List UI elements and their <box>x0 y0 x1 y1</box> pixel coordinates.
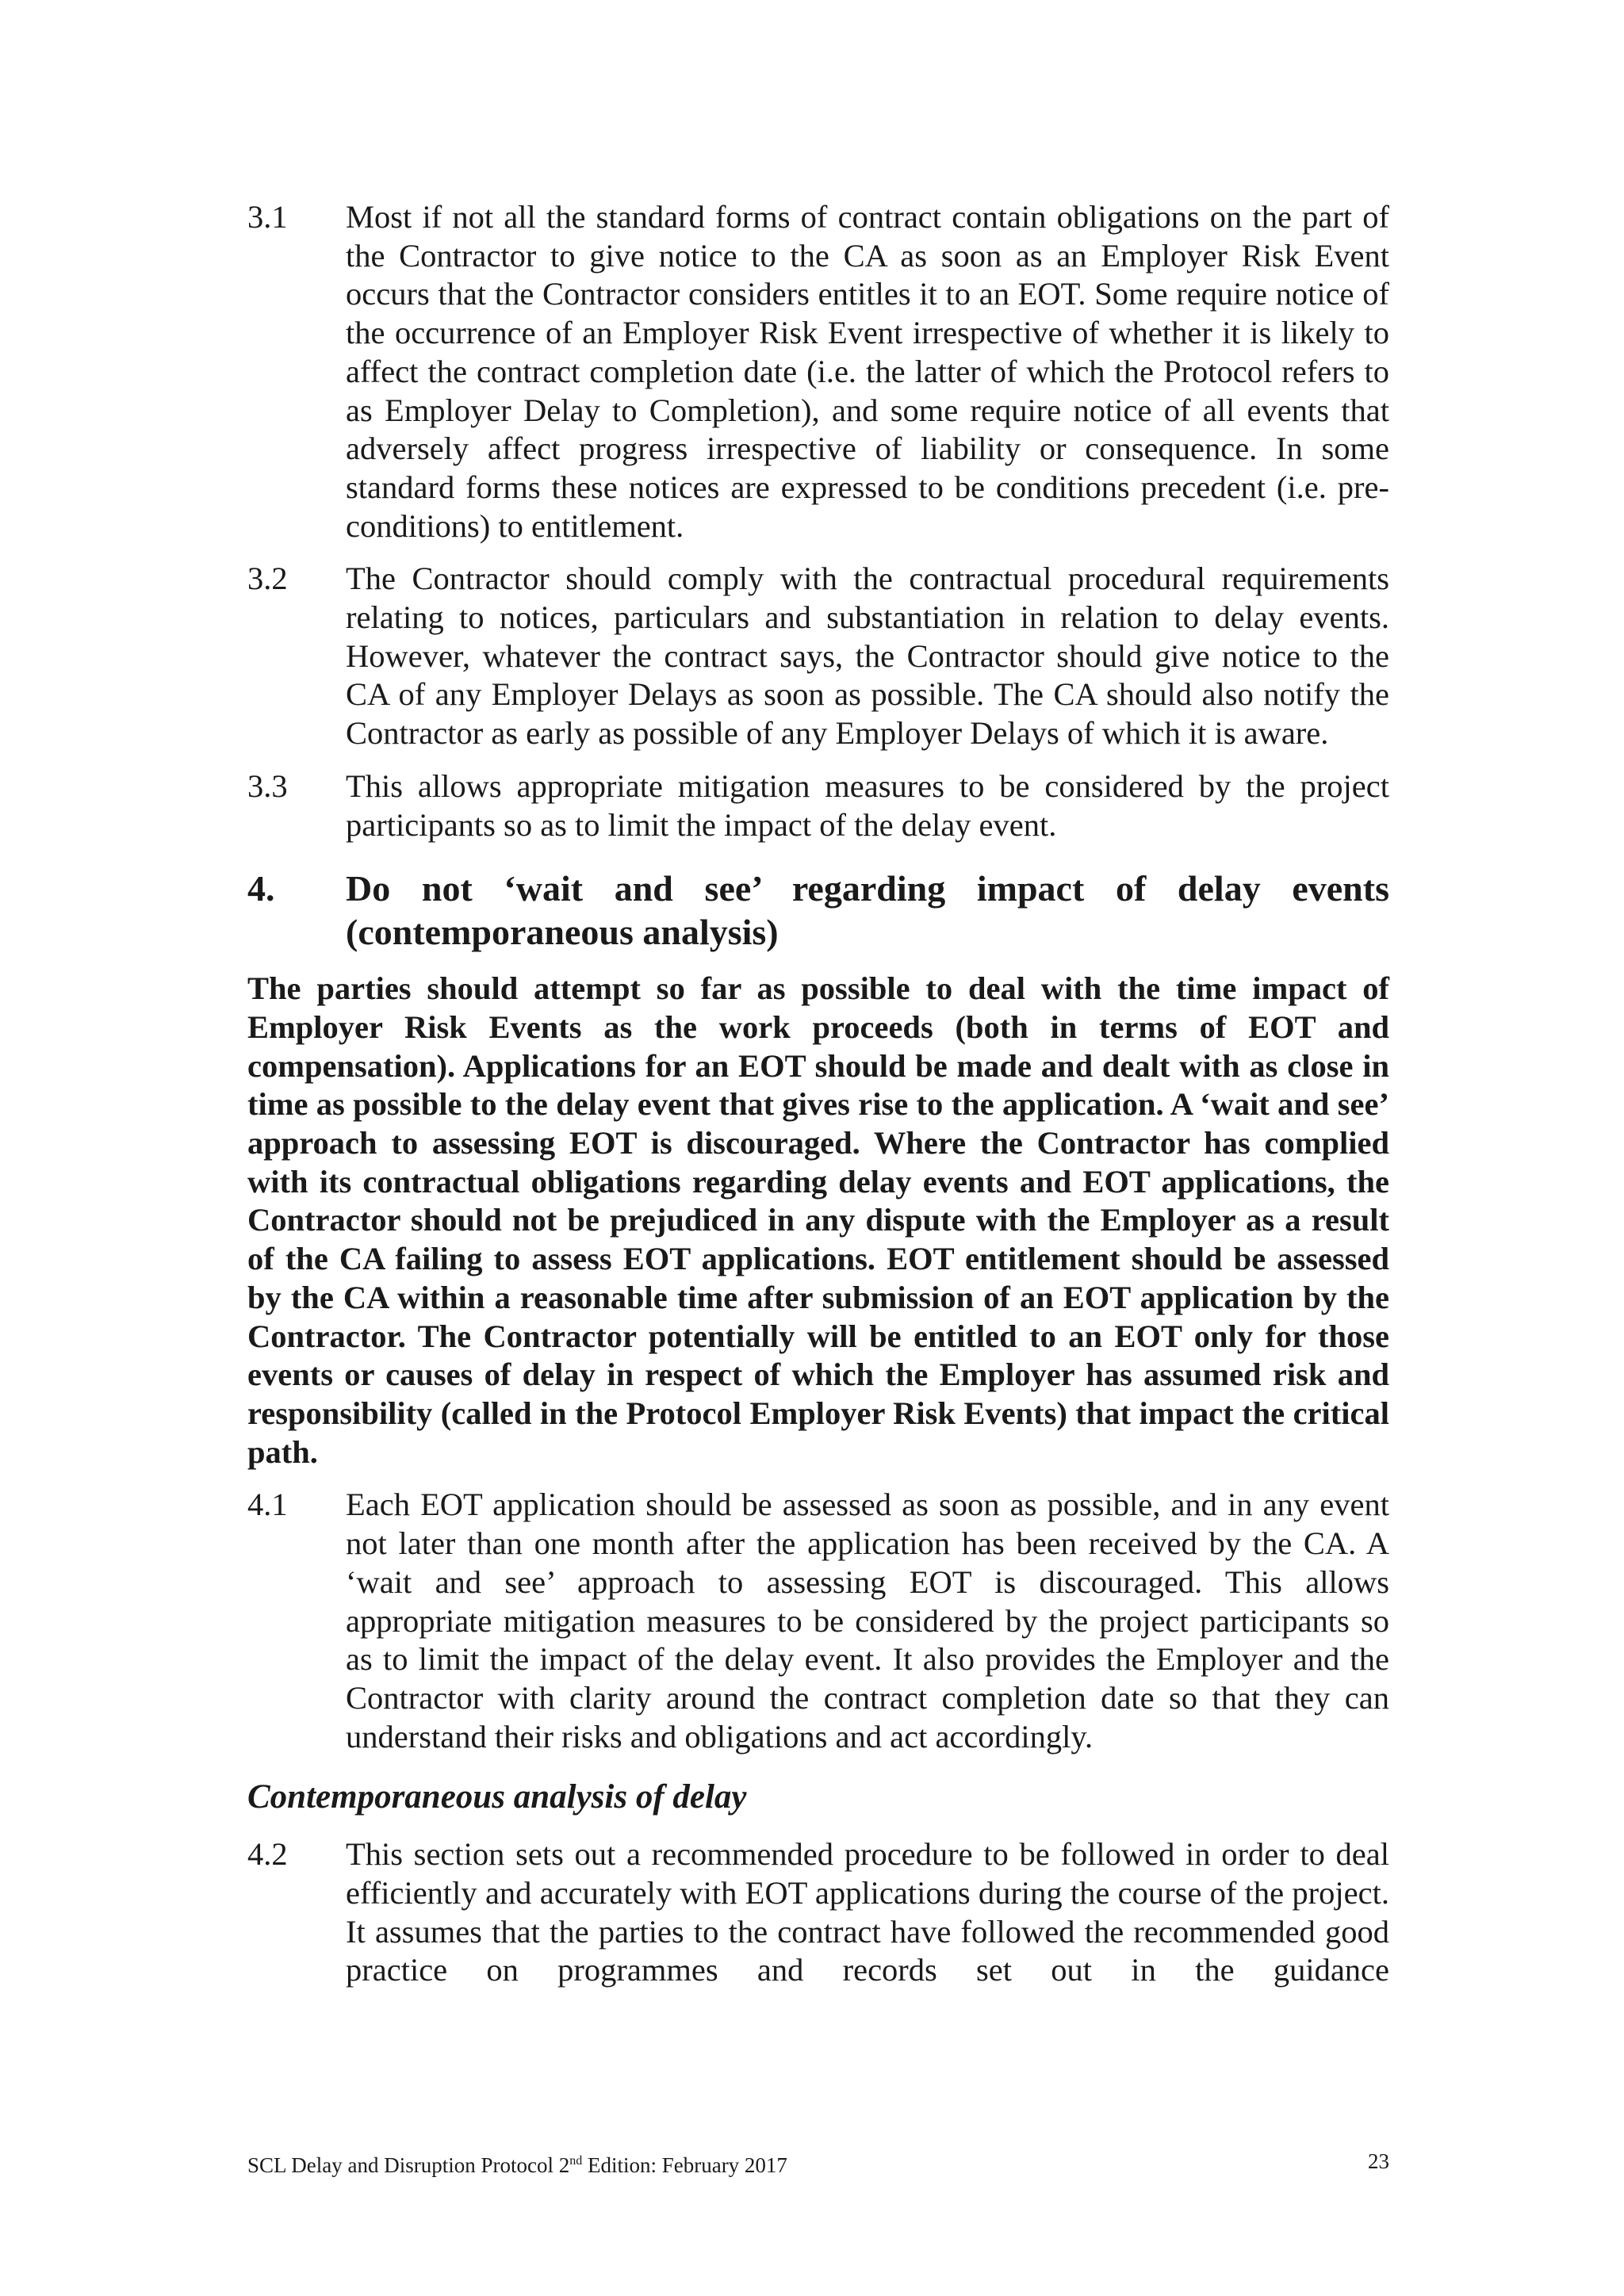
paragraph-text: Most if not all the standard forms of contract contain obligations on the part of the Contractor to give notice to the CA as soon as an Employer Risk Event occurs that the Contractor considers entitles it to an EOT. Some require notice of the occurrence of an Employer Risk Event irrespective of whether it is likely to affect the contract completion date (i.e. the latter of which the Protocol refers to as Employer Delay to Completion), and some require notice of all events that adversely affect progress irrespective of liability or consequence. In some standard forms these notices are expressed to be conditions precedent (i.e. pre-conditions) to entitlement. <box>346 199 1389 544</box>
paragraph-3-3 <box>247 767 1389 844</box>
subheading: Contemporaneous analysis of delay <box>247 1778 747 1816</box>
paragraph-number: 4.1 <box>247 1487 288 1523</box>
footer-title-pre: SCL Delay and Disruption Protocol 2 <box>247 2153 570 2177</box>
footer-title <box>247 2149 787 2178</box>
paragraph-number: 3.1 <box>247 199 288 235</box>
paragraph-text: The Contractor should comply with the contractual procedural requirements relating to notices, particulars and substantiation in relation to delay events. However, whatever the contract says, the Contractor should give notice to the CA of any Employer Delays as soon as possible. The CA should also notify the Contractor as early as possible of any Employer Delays of which it is aware. <box>346 561 1389 752</box>
paragraph-number: 3.2 <box>247 561 288 597</box>
paragraph-3-2 <box>247 560 1389 753</box>
page-number: 23 <box>1368 2149 1389 2173</box>
paragraph-text: This section sets out a recommended procedure to be followed in order to deal efficiently and accurately with EOT applications during the course of the project. It assumes that the parties to the contract have followed the recommended good practice on programmes and records set out in the guidance <box>346 1836 1389 1988</box>
paragraph-text: This allows appropriate mitigation measures to be considered by the project participants so as to limit the impact of the delay event. <box>346 767 1389 843</box>
paragraph-4-2 <box>247 1835 1389 1990</box>
footer-title-sup: nd <box>569 2154 583 2168</box>
section-heading-4 <box>247 867 1389 954</box>
paragraph-number: 3.3 <box>247 767 288 804</box>
principle-statement: The parties should attempt so far as possible to deal with the time impact of Employer Risk Events as the work proceeds (both in terms of EOT and compensation). Applications for an EOT should be made and dealt with as close in time as possible to the delay event that gives rise to the application. A ‘wait and see’ approach to assessing EOT is discouraged. Where the Contractor has complied with its contractual obligations regarding delay events and EOT applications, the Contractor should not be prejudiced in any dispute with the Employer as a result of the CA failing to assess EOT applications. EOT entitlement should be assessed by the CA within a reasonable time after submission of an EOT application by the Contractor. The Contractor potentially will be entitled to an EOT only for those events or causes of delay in respect of which the Employer has assumed risk and responsibility (called in the Protocol Employer Risk Events) that impact the critical path. <box>247 970 1389 1470</box>
heading-number: 4. <box>247 868 275 909</box>
paragraph-3-1 <box>247 198 1389 545</box>
heading-text: Do not ‘wait and see’ regarding impact of delay events (contemporaneous analysis) <box>346 868 1389 953</box>
page-body <box>247 198 1389 1990</box>
footer-title-post: Edition: February 2017 <box>582 2153 787 2177</box>
paragraph-4-1 <box>247 1486 1389 1756</box>
paragraph-text: Each EOT application should be assessed as soon as possible, and in any event not later than one month after the application has been received by the CA. A ‘wait and see’ approach to assessing EOT is discouraged. This allows appropriate mitigation measures to be considered by the project participants so as to limit the impact of the delay event. It also provides the Employer and the Contractor with clarity around the contract completion date so that they can understand their risks and obligations and act accordingly. <box>346 1487 1389 1755</box>
paragraph-number: 4.2 <box>247 1836 288 1873</box>
